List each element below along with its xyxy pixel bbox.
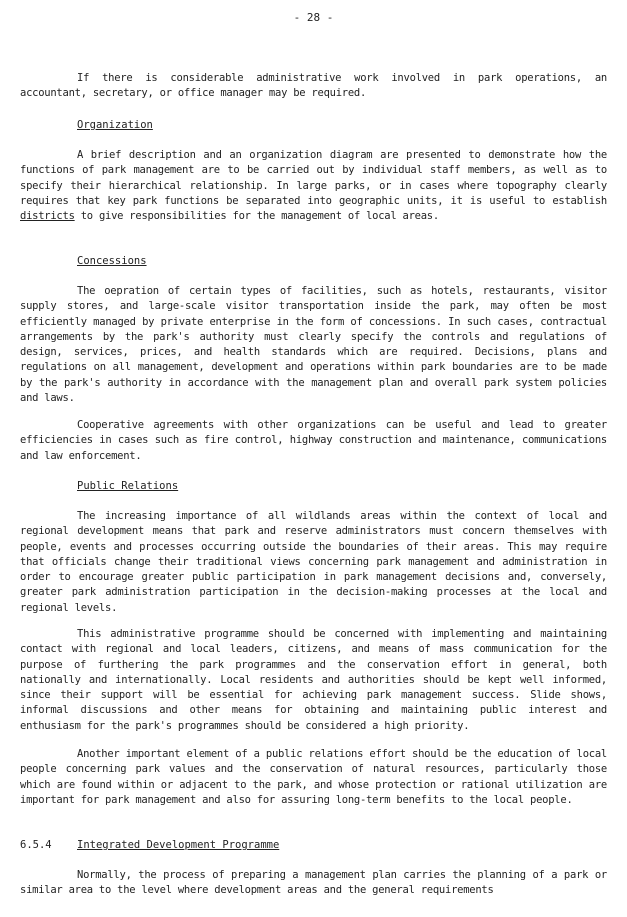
- organization-paragraph: [20, 148, 607, 224]
- concessions-paragraph-2: Cooperative agreements with other organizations can be useful and lead to greater efficiencies in cases such as fire control, highway construction and maintenance, communications and law enforcement.: [20, 419, 607, 462]
- heading-public-relations: Public Relations: [77, 480, 179, 492]
- public-relations-paragraph-2: This administrative programme should be concerned with implementing and maintaining contact with regional and local leaders, citizens, and means of mass communication for the purpose of furthering the park programmes and the conservation effort in general, both nationally and internationally. Local residents and authorities should be kept well informed, since their support will be essential for achieving park management success. Slide shows, informal discussions and other means for obtaining and maintaining public interest and enthusiasm for the park's programmes should be considered a high priority.: [20, 628, 607, 732]
- page-number: - 28 -: [293, 11, 334, 24]
- organization-text-1: A brief description and an organization diagram are presented to demonstrate how the functions of park management are to be carried out by individual staff members, as well as to specify their hierarchical relationship. In large parks, or in cases where topography clearly requires that key park functions be separated into geographic units, it is useful to establish: [20, 149, 607, 207]
- districts-term: districts: [20, 210, 75, 223]
- concessions-paragraph-1: The oepration of certain types of facilities, such as hotels, restaurants, visitor supply stores, and large-scale visitor transportation inside the park, may often be most efficiently managed by private enterprise in the form of concessions. In such cases, contractual arrangements by the park's authority must clearly specify the controls and regulations of design, services, prices, and health standards which are required. Decisions, plans and regulations on all management, development and operations within park boundaries are to be made by the park's authority in accordance with the management plan and overall park system policies and laws.: [20, 285, 607, 405]
- public-relations-paragraph-1: The increasing importance of all wildlands areas within the context of local and regional development means that park and reserve administrators must concern themselves with people, events and processes occurring outside the boundaries of their areas. This may require that officials change their traditional views concerning park management and administration in order to encourage greater public participation in park management decisions and, conversely, greater park administration participation in the decision-making processes at the local and regional levels.: [20, 510, 607, 614]
- section-number: 6.5.4: [20, 839, 52, 851]
- section-title: Integrated Development Programme: [77, 839, 280, 851]
- organization-text-2: to give responsibilities for the management of local areas.: [74, 210, 439, 223]
- intro-paragraph: If there is considerable administrative work involved in park operations, an accountant, secretary, or office manager may be required.: [20, 72, 607, 100]
- heading-organization: Organization: [77, 119, 153, 131]
- section-paragraph-1: Normally, the process of preparing a management plan carries the planning of a park or similar area to the level where development areas and the general requirements: [20, 869, 607, 897]
- heading-concessions: Concessions: [77, 255, 147, 267]
- public-relations-paragraph-3: Another important element of a public relations effort should be the education of local people concerning park values and the conservation of natural resources, particularly those which are found within or adjacent to the park, and whose protection or rational utilization are important for park management and also for assuring long-term benefits to the local people.: [20, 748, 607, 806]
